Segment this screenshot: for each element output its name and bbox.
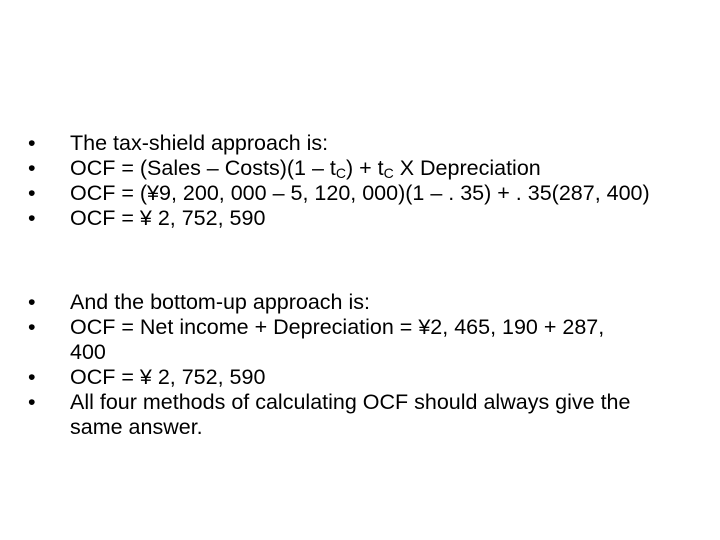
tax-shield-list bbox=[28, 131, 688, 231]
list-item-ocf-result bbox=[28, 206, 688, 231]
list-item-net-income-formula bbox=[28, 315, 630, 365]
bullet-icon: • bbox=[28, 390, 36, 414]
bullet-icon: • bbox=[28, 206, 36, 230]
bullet-text: OCF = ¥ 2, 752, 590 bbox=[70, 365, 266, 389]
list-item-bottom-up-intro bbox=[28, 290, 688, 315]
bullet-text: OCF = (¥9, 200, 000 – 5, 120, 000)(1 – . 35) + . 35(287, 400) bbox=[70, 181, 650, 205]
list-item-tax-shield-intro bbox=[28, 131, 688, 156]
formula-subscript: C bbox=[335, 165, 346, 181]
formula-subscript: C bbox=[383, 165, 394, 181]
bullet-text: OCF = ¥ 2, 752, 590 bbox=[70, 206, 266, 230]
bullet-icon: • bbox=[28, 181, 36, 205]
bottom-up-list bbox=[28, 290, 688, 440]
formula-part: X Depreciation bbox=[393, 156, 541, 180]
bullet-icon: • bbox=[28, 290, 36, 314]
formula-part: OCF = (Sales – Costs)(1 – t bbox=[70, 156, 336, 180]
bullet-icon: • bbox=[28, 156, 36, 180]
list-item-conclusion bbox=[28, 390, 665, 440]
bullet-text: All four methods of calculating OCF should always give the same answer. bbox=[70, 390, 631, 439]
bullet-icon: • bbox=[28, 131, 36, 155]
bullet-text: OCF = Net income + Depreciation = ¥2, 465, 190 + 287, 400 bbox=[70, 315, 605, 364]
bullet-icon: • bbox=[28, 365, 36, 389]
bullet-text: The tax-shield approach is: bbox=[70, 131, 329, 155]
list-item-ocf-formula bbox=[28, 156, 688, 181]
formula-part: ) + t bbox=[345, 156, 384, 180]
bullet-icon: • bbox=[28, 315, 36, 339]
list-item-ocf-substitution bbox=[28, 181, 688, 206]
bullet-text: And the bottom-up approach is: bbox=[70, 290, 370, 314]
list-item-ocf-result bbox=[28, 365, 688, 390]
